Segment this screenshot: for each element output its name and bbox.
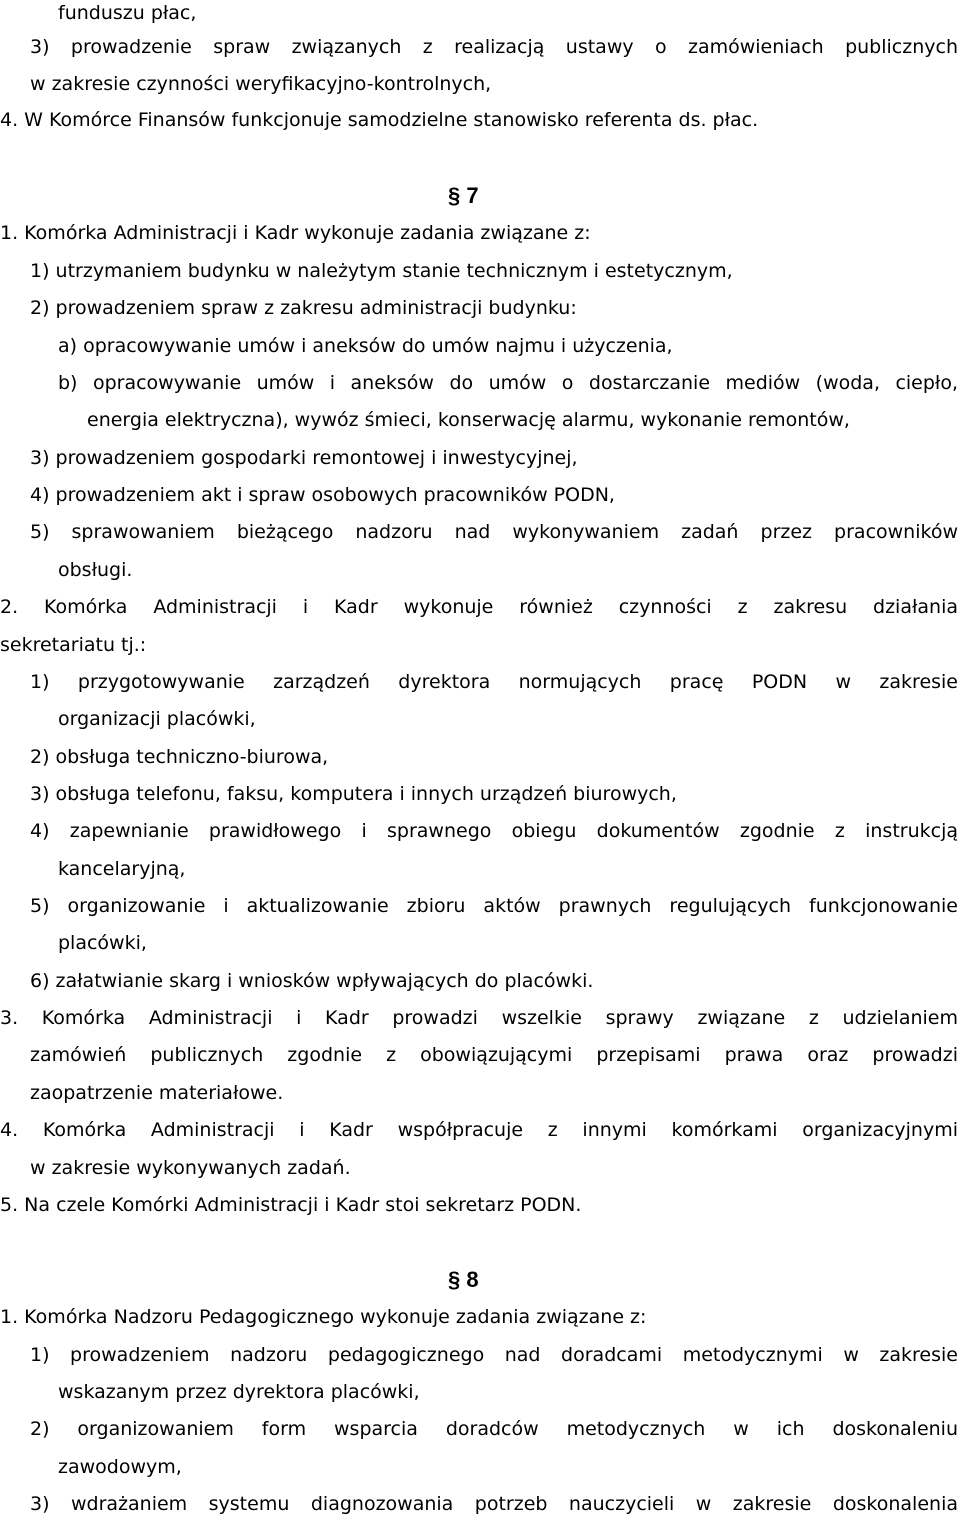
paragraph-line: 3) prowadzeniem gospodarki remontowej i inwestycyjnej, (30, 447, 578, 469)
paragraph-line: energia elektryczna), wywóz śmieci, konserwację alarmu, wykonanie remontów, (87, 409, 850, 431)
paragraph-line: 1) prowadzeniem nadzoru pedagogicznego nad doradcami metodycznymi w zakresie (30, 1344, 958, 1366)
paragraph-line: 2) prowadzeniem spraw z zakresu administracji budynku: (30, 297, 577, 319)
section-heading: § 8 (448, 1267, 479, 1292)
paragraph-line: 4) prowadzeniem akt i spraw osobowych pracowników PODN, (30, 484, 615, 506)
paragraph-line: 6) załatwianie skarg i wniosków wpływających do placówki. (30, 970, 594, 992)
paragraph-line: 2. Komórka Administracji i Kadr wykonuje również czynności z zakresu działania (0, 596, 958, 618)
paragraph-line: a) opracowywanie umów i aneksów do umów najmu i użyczenia, (58, 335, 673, 357)
paragraph-line: 5. Na czele Komórki Administracji i Kadr stoi sekretarz PODN. (0, 1194, 582, 1216)
paragraph-line: b) opracowywanie umów i aneksów do umów o dostarczanie mediów (woda, ciepło, (58, 372, 958, 394)
paragraph-line: 3) obsługa telefonu, faksu, komputera i innych urządzeń biurowych, (30, 783, 677, 805)
paragraph-line: 5) organizowanie i aktualizowanie zbioru aktów prawnych regulujących funkcjonowanie (30, 895, 958, 917)
paragraph-line: 2) obsługa techniczno-biurowa, (30, 746, 329, 768)
paragraph-line: 4) zapewnianie prawidłowego i sprawnego obiegu dokumentów zgodnie z instrukcją (30, 820, 958, 842)
paragraph-line: 1. Komórka Nadzoru Pedagogicznego wykonuje zadania związane z: (0, 1306, 647, 1328)
section-heading: § 7 (448, 183, 479, 208)
paragraph-line: placówki, (58, 932, 147, 954)
paragraph-line: funduszu płac, (58, 2, 197, 24)
paragraph-line: zawodowym, (58, 1456, 182, 1478)
paragraph-line: 1. Komórka Administracji i Kadr wykonuje zadania związane z: (0, 222, 591, 244)
paragraph-line: 3) wdrażaniem systemu diagnozowania potrzeb nauczycieli w zakresie doskonalenia (30, 1493, 958, 1515)
paragraph-line: kancelaryjną, (58, 858, 186, 880)
paragraph-line: organizacji placówki, (58, 708, 256, 730)
paragraph-line: zaopatrzenie materiałowe. (30, 1082, 284, 1104)
paragraph-line: 3) prowadzenie spraw związanych z realizacją ustawy o zamówieniach publicznych (30, 36, 958, 58)
paragraph-line: wskazanym przez dyrektora placówki, (58, 1381, 420, 1403)
paragraph-line: w zakresie czynności weryfikacyjno-kontrolnych, (30, 73, 492, 95)
paragraph-line: 5) sprawowaniem bieżącego nadzoru nad wykonywaniem zadań przez pracowników (30, 521, 958, 543)
paragraph-line: obsługi. (58, 559, 133, 581)
paragraph-line: 4. Komórka Administracji i Kadr współpracuje z innymi komórkami organizacyjnymi (0, 1119, 958, 1141)
paragraph-line: w zakresie wykonywanych zadań. (30, 1157, 351, 1179)
paragraph-line: zamówień publicznych zgodnie z obowiązującymi przepisami prawa oraz prowadzi (30, 1044, 958, 1066)
paragraph-line: sekretariatu tj.: (0, 634, 147, 656)
paragraph-line: 1) utrzymaniem budynku w należytym stanie technicznym i estetycznym, (30, 260, 733, 282)
paragraph-line: 3. Komórka Administracji i Kadr prowadzi wszelkie sprawy związane z udzielaniem (0, 1007, 958, 1029)
paragraph-line: 1) przygotowywanie zarządzeń dyrektora normujących pracę PODN w zakresie (30, 671, 958, 693)
paragraph-line: 2) organizowaniem form wsparcia doradców metodycznych w ich doskonaleniu (30, 1418, 958, 1440)
paragraph-line: 4. W Komórce Finansów funkcjonuje samodzielne stanowisko referenta ds. płac. (0, 109, 759, 131)
